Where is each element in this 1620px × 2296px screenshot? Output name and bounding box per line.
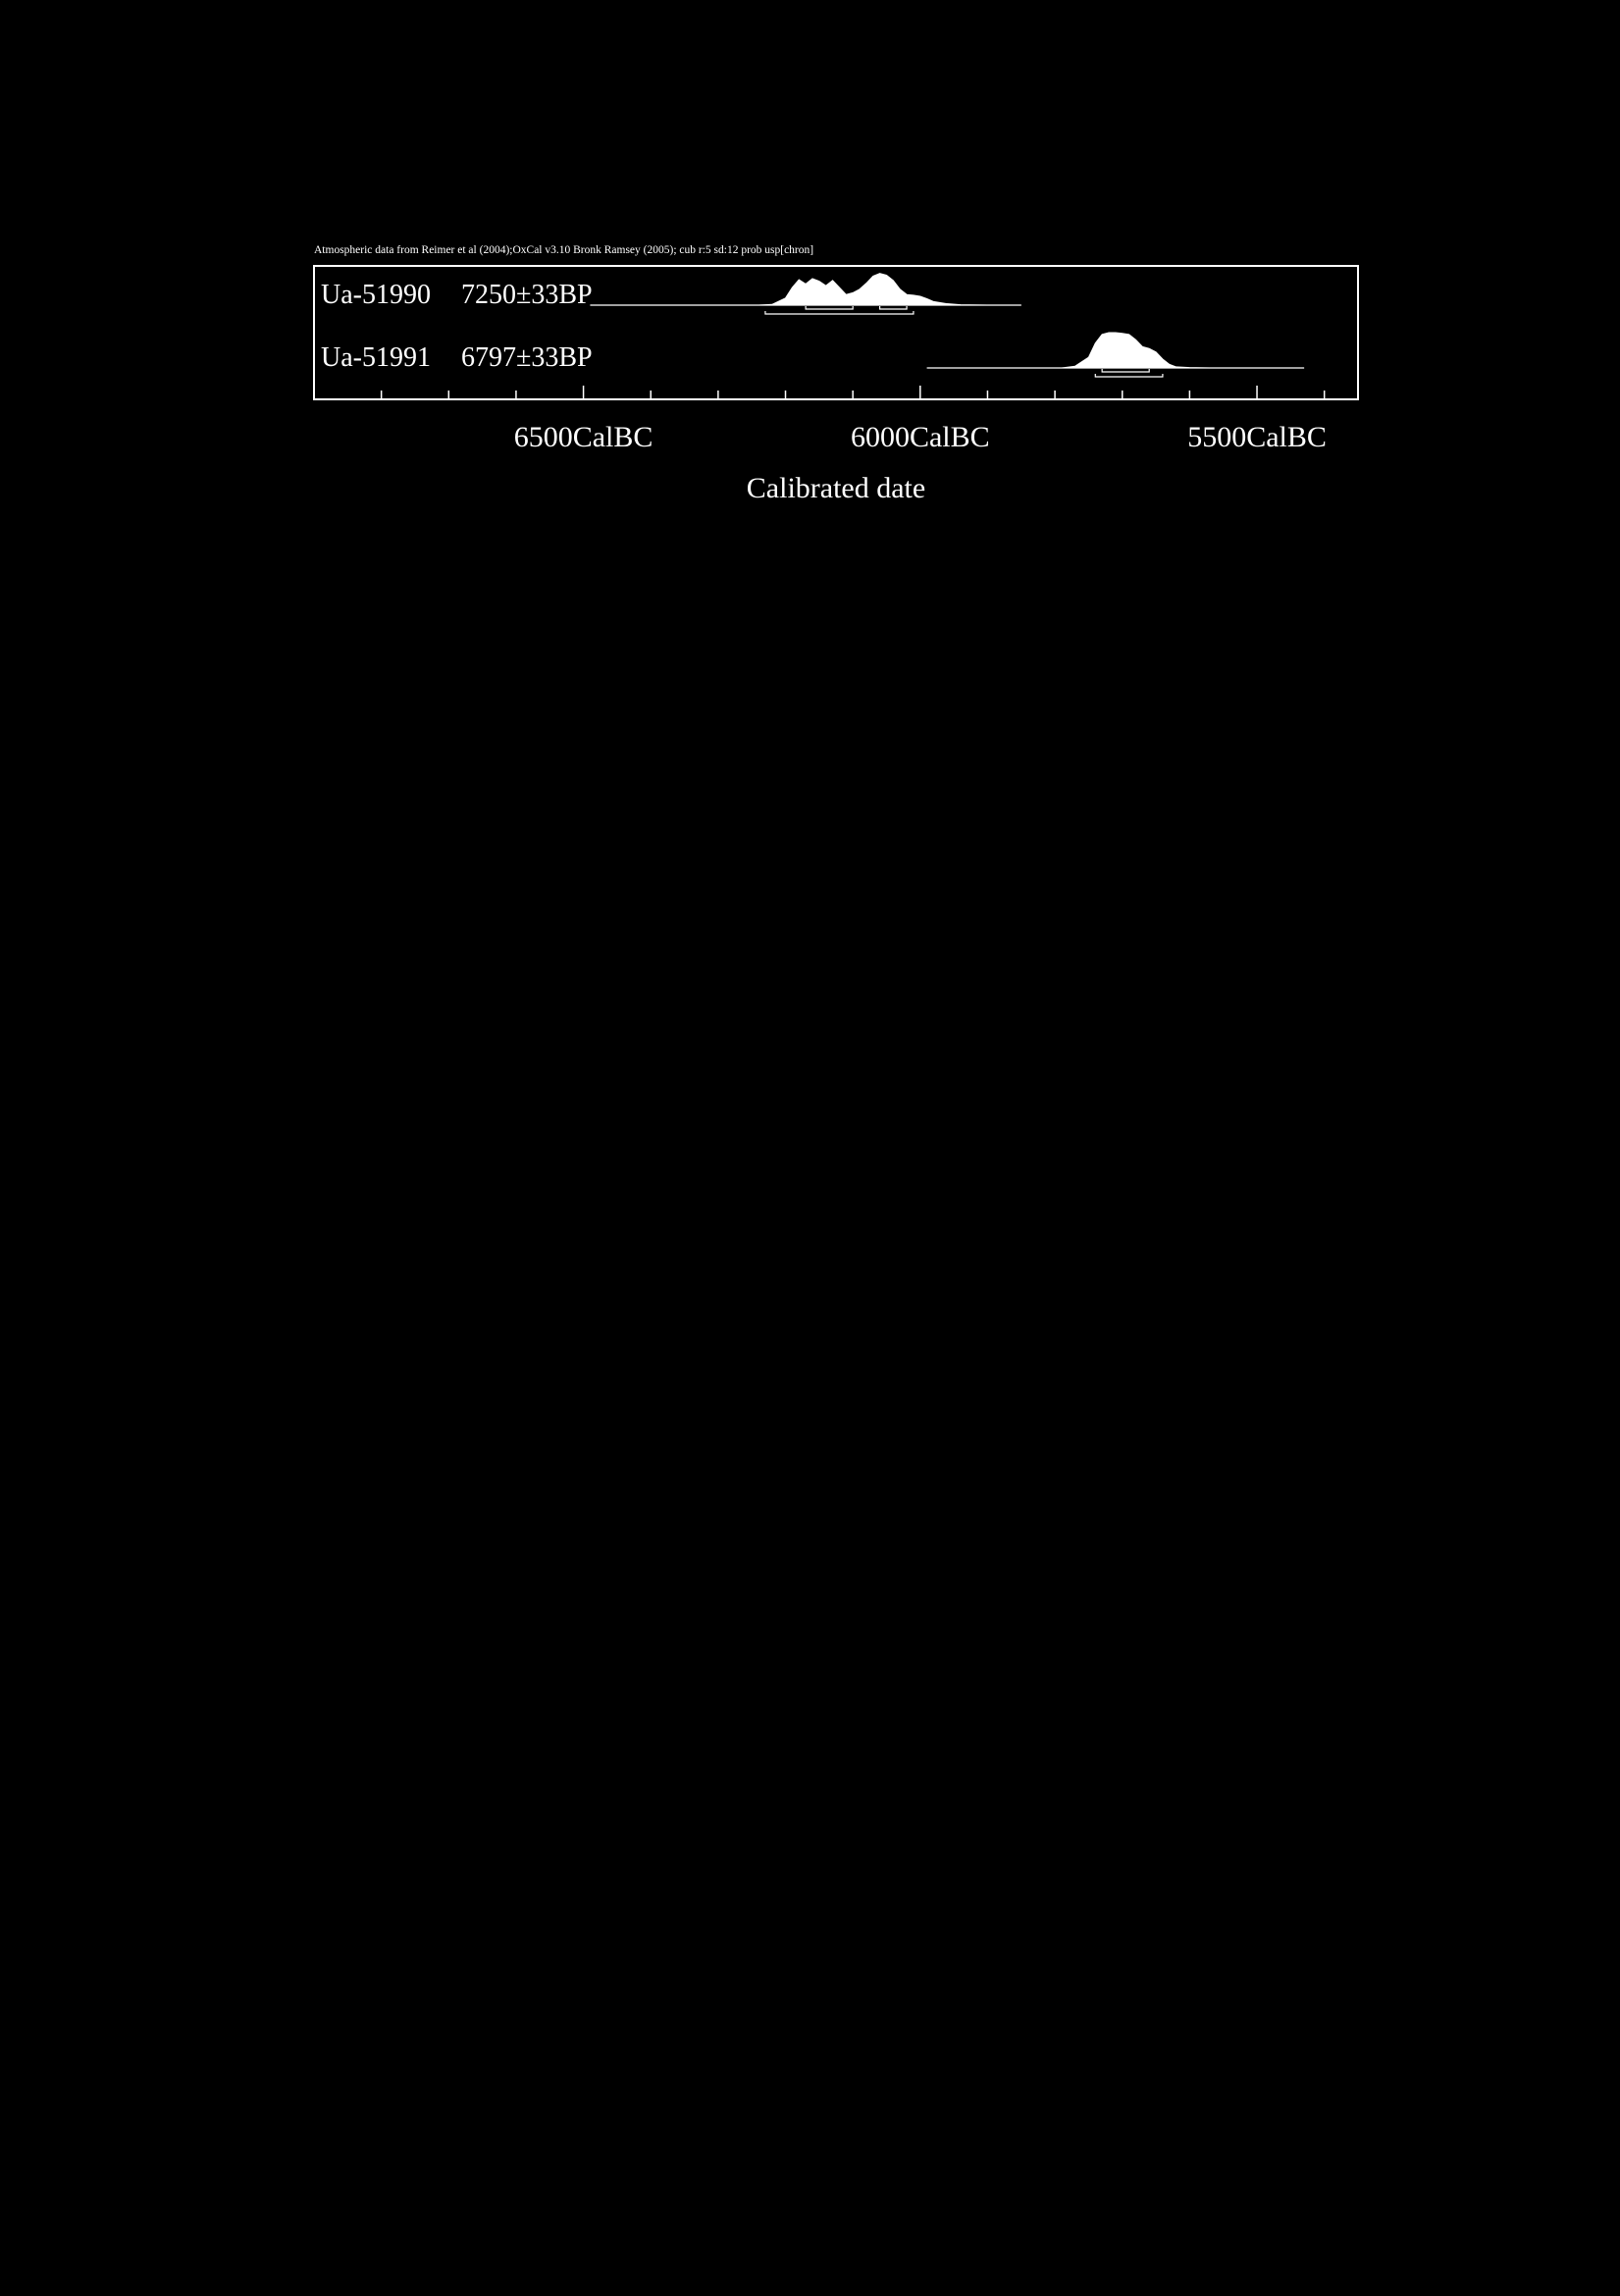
radiocarbon-age-label: 6797±33BP	[461, 342, 593, 373]
x-tick-label: 6000CalBC	[850, 421, 990, 453]
radiocarbon-age-label: 7250±33BP	[461, 280, 593, 310]
chart-header: Atmospheric data from Reimer et al (2004);OxCal v3.10 Bronk Ramsey (2005); cub r:5 sd:12 prob usp[chron]	[314, 244, 814, 256]
sample-id-label: Ua-51991	[321, 342, 431, 373]
sample-id-label: Ua-51990	[321, 280, 431, 310]
x-tick-label: 6500CalBC	[513, 421, 653, 453]
x-axis-tick-labels	[514, 421, 1327, 453]
x-tick-label: 5500CalBC	[1187, 421, 1327, 453]
x-axis-label: Calibrated date	[746, 472, 926, 504]
